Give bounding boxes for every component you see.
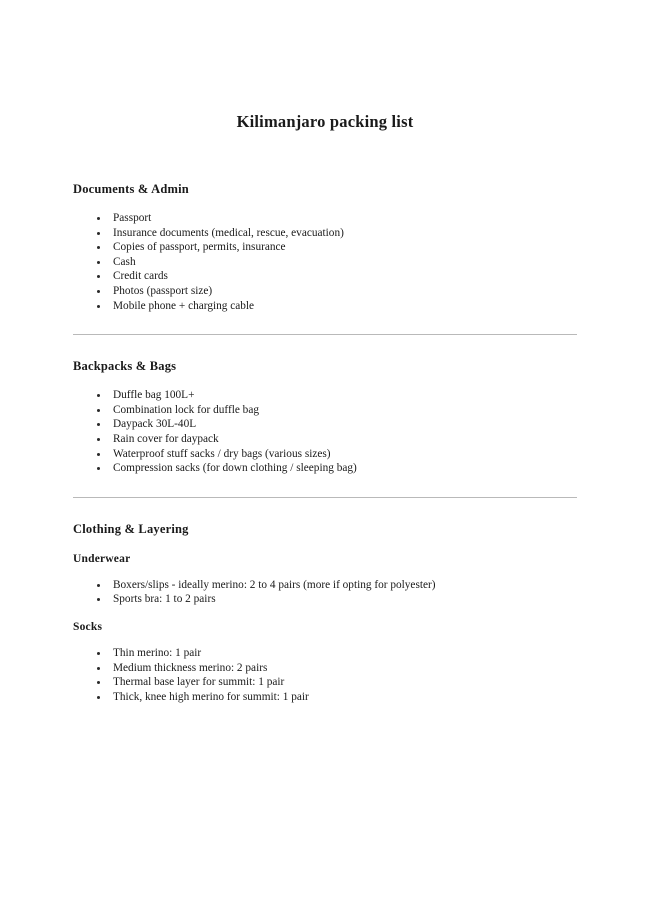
list-item: Photos (passport size) <box>73 284 577 299</box>
list-item: Cash <box>73 255 577 270</box>
list-item: Sports bra: 1 to 2 pairs <box>73 592 577 607</box>
section-backpacks-bags <box>73 359 577 476</box>
section-heading: Backpacks & Bags <box>73 359 177 374</box>
list-item: Thick, knee high merino for summit: 1 pair <box>73 690 577 705</box>
section-item-list <box>73 388 577 476</box>
list-item: Duffle bag 100L+ <box>73 388 577 403</box>
subsection-item-list <box>73 578 577 607</box>
list-item: Waterproof stuff sacks / dry bags (various sizes) <box>73 447 577 462</box>
subsection-heading-socks: Socks <box>73 620 103 633</box>
list-item: Combination lock for duffle bag <box>73 403 577 418</box>
list-item: Credit cards <box>73 269 577 284</box>
list-item: Mobile phone + charging cable <box>73 299 577 314</box>
list-item: Copies of passport, permits, insurance <box>73 240 577 255</box>
section-documents-admin <box>73 182 577 313</box>
section-clothing-layering <box>73 522 577 705</box>
section-heading: Documents & Admin <box>73 182 189 196</box>
list-item: Medium thickness merino: 2 pairs <box>73 661 577 676</box>
section-item-list <box>73 211 577 313</box>
list-item: Rain cover for daypack <box>73 432 577 447</box>
page-title: Kilimanjaro packing list <box>236 112 414 131</box>
list-item: Boxers/slips - ideally merino: 2 to 4 pairs (more if opting for polyester) <box>73 578 577 593</box>
list-item: Daypack 30L-40L <box>73 417 577 432</box>
section-heading: Clothing & Layering <box>73 521 189 536</box>
list-item: Insurance documents (medical, rescue, evacuation) <box>73 226 577 241</box>
list-item: Compression sacks (for down clothing / sleeping bag) <box>73 461 577 476</box>
list-item: Thermal base layer for summit: 1 pair <box>73 675 577 690</box>
subsection-heading-underwear: Underwear <box>73 552 131 565</box>
list-item: Passport <box>73 211 577 226</box>
list-item: Thin merino: 1 pair <box>73 646 577 661</box>
subsection-item-list <box>73 646 577 704</box>
